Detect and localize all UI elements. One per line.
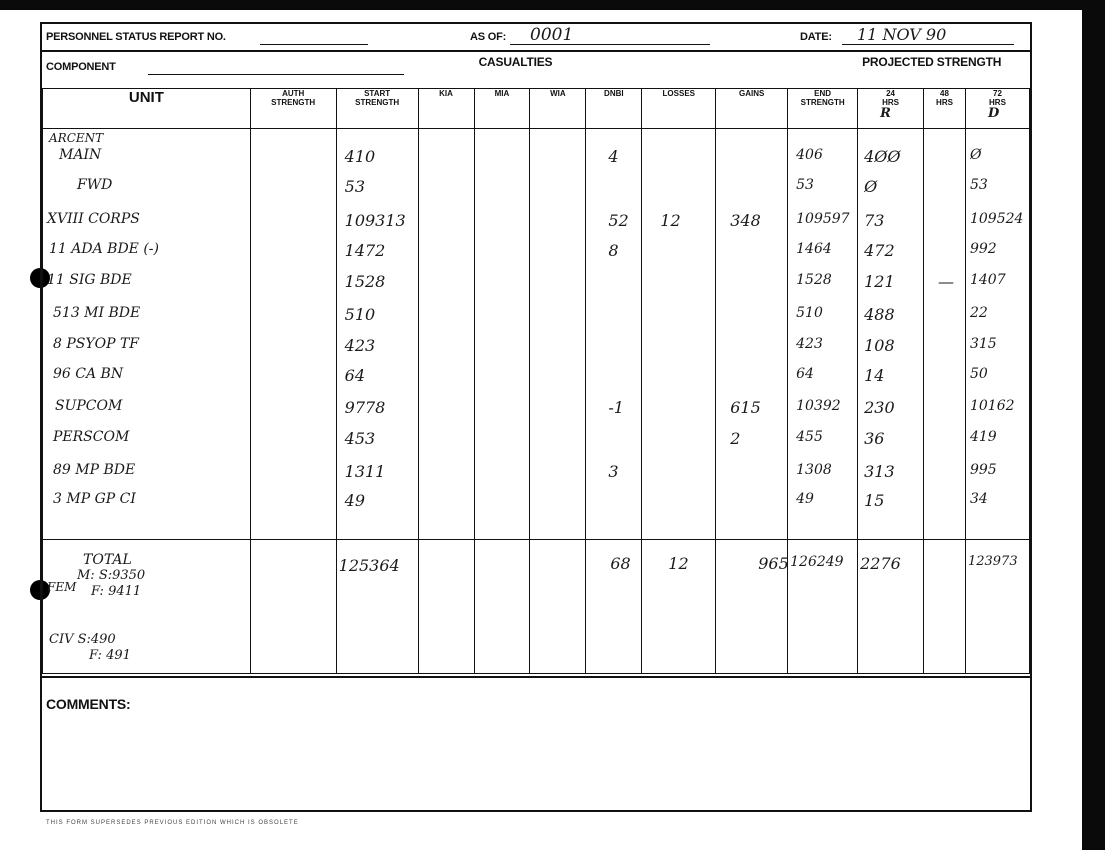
- h24-cell: 108: [864, 336, 895, 355]
- h72-cell: 315: [969, 336, 997, 352]
- start-strength-header: START STRENGTH: [336, 89, 418, 129]
- total-h24-cell: 2276: [858, 540, 924, 674]
- component-label: COMPONENT: [46, 61, 116, 73]
- start-cell: 9778: [344, 398, 386, 417]
- end-cell: 423: [796, 336, 823, 352]
- mia-header: MIA: [474, 89, 530, 129]
- end-cell: 406: [796, 147, 823, 163]
- personnel-status-report-form: [40, 22, 1032, 812]
- start-col-body: [336, 129, 418, 540]
- unit-cell: 96 CA BN: [53, 366, 124, 382]
- wia-header: WIA: [530, 89, 586, 129]
- fem-note-1: M: S:9350: [77, 568, 146, 583]
- total-start-cell: 125364: [336, 540, 418, 674]
- h72-cell: 10162: [969, 398, 1015, 414]
- h72-cell: 22: [969, 305, 988, 321]
- h72-cell: 1407: [969, 272, 1006, 288]
- start-cell: 53: [344, 177, 365, 196]
- h72-col-body: [965, 129, 1029, 540]
- gains-cell: 2: [730, 429, 741, 448]
- h72-cell: 50: [969, 366, 988, 382]
- h24-mark: R: [880, 106, 891, 121]
- h72-cell: 992: [969, 241, 997, 257]
- casualties-group-heading: CASUALTIES: [478, 55, 553, 69]
- comments-section: [42, 676, 1030, 814]
- total-h72-cell: 123973: [965, 540, 1029, 674]
- unit-rows-body: [43, 129, 1030, 540]
- component-line: [148, 74, 404, 75]
- end-cell: 109597: [796, 211, 850, 227]
- report-no-line: [260, 44, 368, 45]
- end-cell: 53: [796, 177, 814, 193]
- start-cell: 109313: [344, 211, 406, 230]
- total-gains-cell: 965: [716, 540, 788, 674]
- gains-header: GAINS: [716, 89, 788, 129]
- kia-col-body: [418, 129, 474, 540]
- start-cell: 423: [344, 336, 376, 355]
- dnbi-cell: 3: [608, 462, 619, 481]
- unit-cell: FWD: [77, 177, 113, 193]
- total-dnbi-cell: 68: [586, 540, 642, 674]
- start-cell: 1311: [344, 462, 386, 481]
- h72-cell: 53: [969, 177, 988, 193]
- dnbi-cell: 8: [608, 241, 619, 260]
- auth-col-body: [250, 129, 336, 540]
- h24-cell: 73: [864, 211, 885, 230]
- h24-cell: 230: [864, 398, 895, 417]
- dnbi-cell: 52: [608, 211, 629, 230]
- kia-header: KIA: [418, 89, 474, 129]
- unit-cell: XVIII CORPS: [47, 211, 140, 227]
- unit-cell: MAIN: [59, 147, 102, 163]
- unit-cell: 3 MP GP CI: [53, 491, 136, 507]
- total-unit-cell: [43, 540, 251, 674]
- date-value: 11 NOV 90: [857, 25, 947, 44]
- total-auth-cell: [250, 540, 336, 674]
- end-cell: 49: [796, 491, 814, 507]
- unit-cell: 513 MI BDE: [53, 305, 141, 321]
- h24-cell: 15: [864, 491, 885, 510]
- h24-cell: 36: [864, 429, 885, 448]
- end-cell: 510: [796, 305, 823, 321]
- civ-note-1: CIV S:490: [49, 632, 116, 647]
- end-cell: 1528: [796, 272, 832, 288]
- unit-cell: ARCENT: [49, 131, 104, 145]
- scan-top-border: [0, 0, 1105, 10]
- dnbi-cell: -1: [608, 398, 624, 417]
- h72-cell: 995: [969, 462, 997, 478]
- total-end-cell: 126249: [788, 540, 858, 674]
- fem-note-2: F: 9411: [91, 584, 142, 599]
- civ-note-2: F: 491: [89, 648, 131, 663]
- gains-cell: 615: [730, 398, 761, 417]
- h24-cell: 313: [864, 462, 895, 481]
- h24-cell: 4ØØ: [864, 147, 901, 166]
- h72-cell: 34: [969, 491, 988, 507]
- dnbi-cell: 4: [608, 147, 619, 166]
- comments-label: COMMENTS:: [46, 696, 131, 712]
- h72-mark: D: [987, 106, 1000, 121]
- date-line: [842, 44, 1014, 45]
- mia-col-body: [474, 129, 530, 540]
- auth-strength-header: AUTH STRENGTH: [250, 89, 336, 129]
- total-label: TOTAL: [83, 552, 132, 568]
- start-cell: 1472: [344, 241, 386, 260]
- unit-cell: 8 PSYOP TF: [53, 336, 140, 352]
- h24-cell: 14: [864, 366, 885, 385]
- date-label: DATE:: [800, 31, 832, 43]
- unit-col-body: [43, 129, 251, 540]
- report-header-row: [42, 24, 1030, 52]
- end-cell: 455: [796, 429, 823, 445]
- total-row: [43, 540, 1030, 674]
- h72-cell: Ø: [969, 147, 982, 163]
- form-footer-note: THIS FORM SUPERSEDES PREVIOUS EDITION WHICH IS OBSOLETE: [46, 820, 299, 826]
- end-col-body: [788, 129, 858, 540]
- as-of-label: AS OF:: [470, 31, 507, 43]
- column-header-row: [43, 89, 1030, 129]
- total-losses-cell: 12: [642, 540, 716, 674]
- start-cell: 64: [344, 366, 365, 385]
- h48-header: 48 HRS: [924, 89, 966, 129]
- report-no-label: PERSONNEL STATUS REPORT NO.: [46, 31, 226, 43]
- h24-cell: 121: [864, 272, 895, 291]
- end-cell: 10392: [796, 398, 841, 414]
- h24-header: 24 HRS R: [858, 89, 924, 129]
- unit-column-header: UNIT: [43, 89, 251, 129]
- start-cell: 1528: [344, 272, 386, 291]
- h24-cell: Ø: [864, 177, 878, 196]
- total-wia-cell: [530, 540, 586, 674]
- fem-label: FEM: [47, 580, 77, 594]
- h72-cell: 419: [969, 429, 997, 445]
- h72-header: 72 HRS D: [965, 89, 1029, 129]
- total-h48-cell: [924, 540, 966, 674]
- h48-col-body: [924, 129, 966, 540]
- wia-col-body: [530, 129, 586, 540]
- h24-cell: 472: [864, 241, 895, 260]
- losses-header: LOSSES: [642, 89, 716, 129]
- start-cell: 453: [344, 429, 376, 448]
- projected-group-heading: PROJECTED STRENGTH: [862, 55, 1002, 69]
- h72-cell: 109524: [969, 211, 1024, 227]
- dnbi-col-body: [586, 129, 642, 540]
- unit-cell: 89 MP BDE: [53, 462, 136, 478]
- as-of-value: 0001: [530, 25, 574, 45]
- losses-col-body: [642, 129, 716, 540]
- dnbi-header: DNBI: [586, 89, 642, 129]
- total-kia-cell: [418, 540, 474, 674]
- gains-cell: 348: [730, 211, 761, 230]
- end-cell: 1464: [796, 241, 832, 257]
- start-cell: 49: [344, 491, 365, 510]
- h48-cell: —: [938, 272, 955, 291]
- end-strength-header: END STRENGTH: [788, 89, 858, 129]
- unit-cell: PERSCOM: [53, 429, 130, 445]
- h24-col-body: [858, 129, 924, 540]
- unit-cell: SUPCOM: [55, 398, 123, 414]
- unit-cell: 11 ADA BDE (-): [49, 241, 159, 257]
- total-mia-cell: [474, 540, 530, 674]
- start-cell: 510: [344, 305, 376, 324]
- unit-cell: 11 SIG BDE: [47, 272, 132, 288]
- scan-right-border: [1082, 0, 1105, 850]
- gains-col-body: [716, 129, 788, 540]
- start-cell: 410: [344, 147, 376, 166]
- h24-cell: 488: [864, 305, 895, 324]
- end-cell: 64: [796, 366, 814, 382]
- end-cell: 1308: [796, 462, 832, 478]
- losses-cell: 12: [660, 211, 681, 230]
